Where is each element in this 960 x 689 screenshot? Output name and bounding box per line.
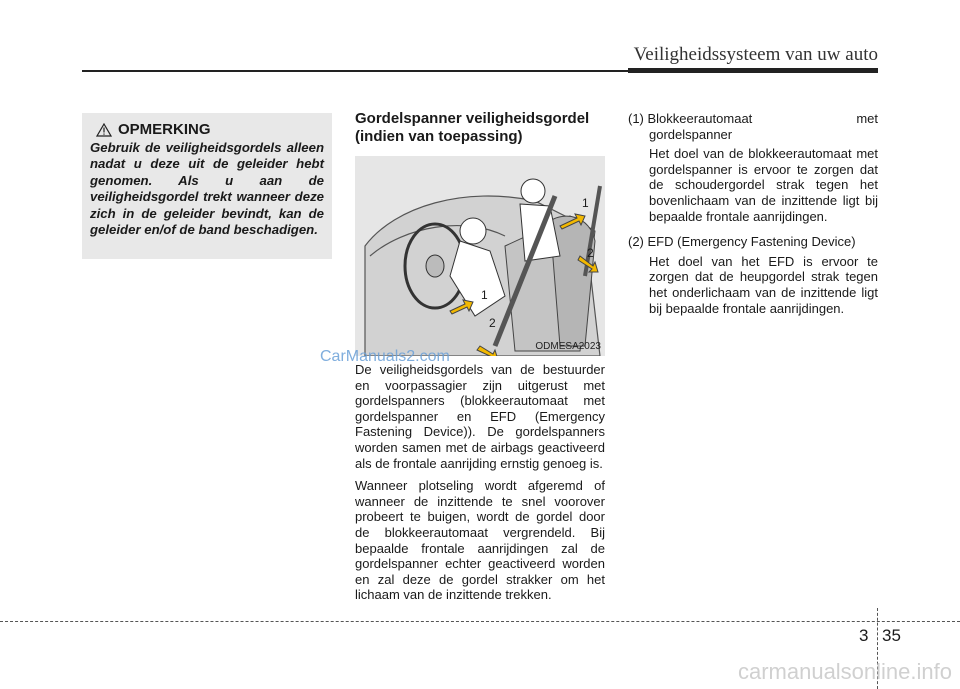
device-list xyxy=(628,111,878,325)
list-item xyxy=(628,111,878,224)
figure-label: 1 xyxy=(582,196,589,210)
note-heading: OPMERKING xyxy=(118,121,211,138)
note-box xyxy=(82,113,332,259)
note-header xyxy=(96,121,324,138)
seatbelt-figure xyxy=(355,156,605,356)
warning-triangle-icon xyxy=(96,123,112,137)
figure-code: ODMESA2023 xyxy=(535,341,601,352)
figure-label: 2 xyxy=(587,246,594,260)
site-watermark: carmanualsonline.info xyxy=(737,659,952,684)
item-heading-tail: met xyxy=(856,111,878,126)
chapter-title: Veiligheidssysteem van uw auto xyxy=(633,44,878,65)
figure-label: 1 xyxy=(481,288,488,302)
body-paragraph: Wanneer plotseling wordt afgeremd of wanneer de inzittende te snel voorover probeert te buigen, wordt de gordel door de blokkeerautomaat vergrendeld. Bij bepaalde frontale aanrijdingen zal de gordelspanner echter geactiveerd worden en zal deze de gordel strakker om het lichaam van de inzittende trekken. xyxy=(355,478,605,603)
list-item xyxy=(628,234,878,316)
item-heading: (1) Blokkeerautomaat xyxy=(628,111,753,126)
item-subheading: gordelspanner xyxy=(649,126,733,142)
body-paragraph: De veiligheidsgordels van de bestuurder en voorpassagier zijn uitgerust met gordelspanners (blokkeerautomaat met gordelspanner en EFD (Emergency Fastening Device)). De gordelspanners worden samen met de airbags geactiveerd als de frontale aanrijding ernstig genoeg is. xyxy=(355,362,605,471)
watermark: CarManuals2.com xyxy=(320,348,450,365)
footer-rule xyxy=(0,621,960,622)
section-column xyxy=(355,110,605,356)
chapter-number: 3 xyxy=(859,626,869,645)
note-text: Gebruik de veiligheidsgordels alleen nadat u deze uit de geleider hebt genomen. Als u aan de veiligheidsgordel trekt wanneer deze zich in de geleider bevindt, kan de geleider en/of de band beschadigen. xyxy=(90,140,324,238)
figure-label: 2 xyxy=(489,316,496,330)
header-rule-accent xyxy=(628,68,878,73)
item-heading: (2) EFD (Emergency Fastening Device) xyxy=(628,234,856,250)
item-text: Het doel van de blokkeerautomaat met gordelspanner is ervoor te zorgen dat de schoudergordel strak tegen het bovenlichaam van de inzittende ligt bij bepaalde frontale aanrijdingen. xyxy=(649,146,878,224)
car-interior-illustration xyxy=(355,156,605,356)
section-body xyxy=(355,362,605,610)
section-title: Gordelspanner veiligheidsgordel (indien van toepassing) xyxy=(355,110,590,145)
page-number: 35 xyxy=(882,626,901,645)
item-text: Het doel van het EFD is ervoor te zorgen dat de heupgordel strak tegen het onderlichaam van de inzittende ligt bij bepaalde frontale aanrijdingen. xyxy=(649,253,878,316)
